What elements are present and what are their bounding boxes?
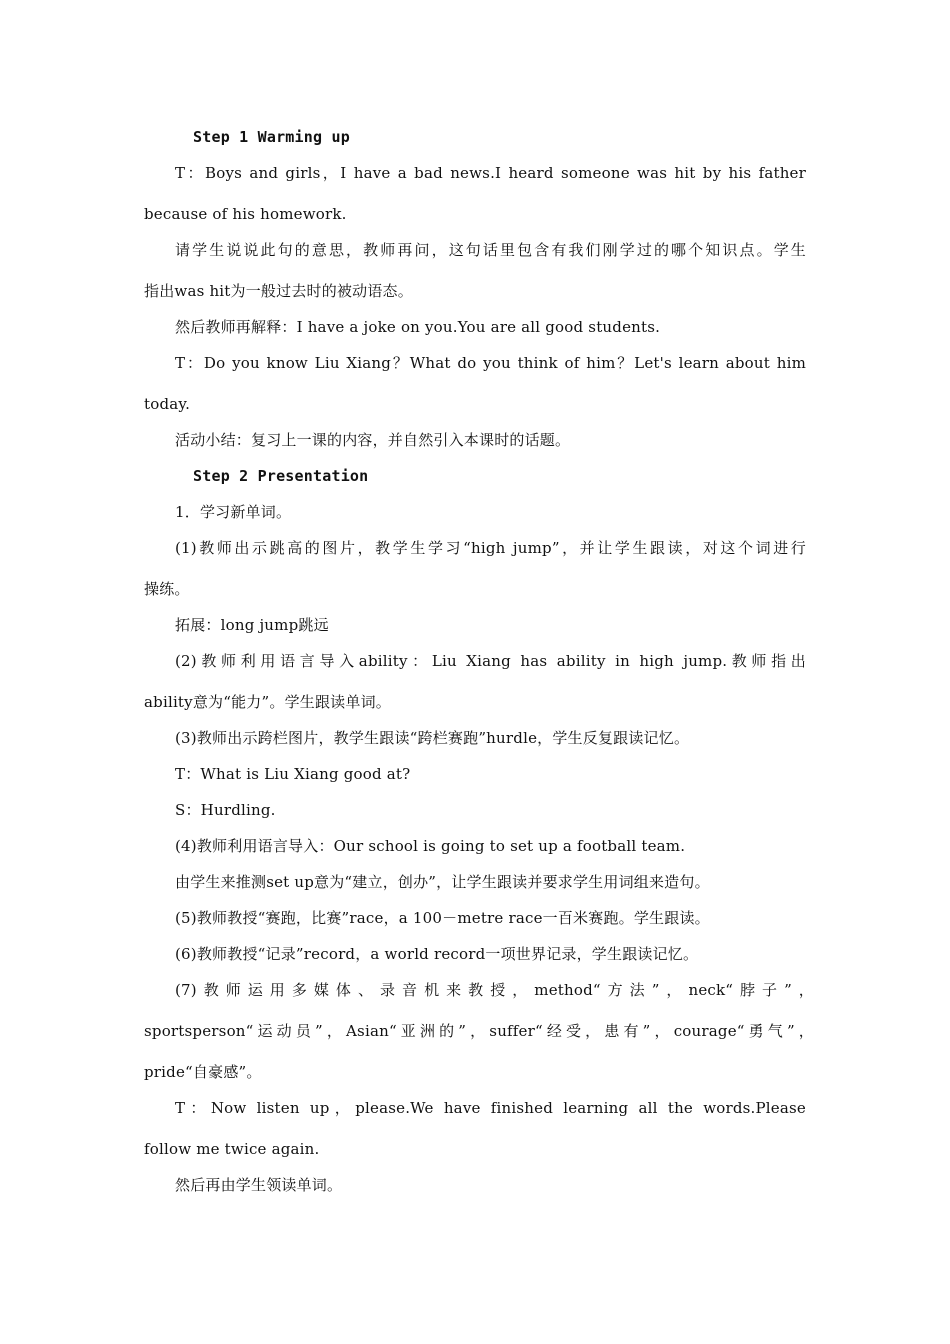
ask-line-2: 指出was hit为一般过去时的被动语态。 [144, 282, 413, 300]
teacher-line-3: T：What is Liu Xiang good at? [175, 765, 411, 783]
teacher-line-2-cont: today. [144, 395, 191, 413]
teacher-line-4-cont: follow me twice again. [144, 1140, 320, 1158]
paragraph-4-follow: 由学生来推测set up意为“建立，创办”，让学生跟读并要求学生用词组来造句。 [175, 873, 710, 891]
step2-heading: Step 2 Presentation [193, 467, 369, 485]
ask-line-1: 请学生说说此句的意思，教师再问，这句话里包含有我们刚学过的哪个知识点。学生 [175, 241, 806, 259]
extend-line: 拓展：long jump跳远 [175, 616, 329, 634]
paragraph-2: (2)教师利用语言导入ability：Liu Xiang has ability in high jump.教师指出 [175, 652, 806, 670]
step1-heading: Step 1 Warming up [193, 128, 350, 146]
paragraph-1-cont: 操练。 [144, 580, 190, 598]
teacher-line-2: T：Do you know Liu Xiang？What do you think of him？Let's learn about him [175, 354, 806, 372]
teacher-line-1-cont: because of his homework. [144, 205, 347, 223]
paragraph-7: (7)教师运用多媒体、录音机来教授，method“方法”，neck“脖子”， [175, 981, 814, 999]
teacher-line-1: T：Boys and girls，I have a bad news.I heard someone was hit by his father [175, 164, 806, 182]
paragraph-1: (1)教师出示跳高的图片，教学生学习“high jump”，并让学生跟读，对这个词进行 [175, 539, 806, 557]
paragraph-6: (6)教师教授“记录”record，a world record一项世界记录，学生跟读记忆。 [175, 945, 699, 963]
paragraph-4: (4)教师利用语言导入：Our school is going to set up a football team. [175, 837, 686, 855]
paragraph-5: (5)教师教授“赛跑，比赛”race，a 100－metre race一百米赛跑。学生跟读。 [175, 909, 710, 927]
paragraph-7-end: pride“自豪感”。 [144, 1063, 262, 1081]
student-line-3: S：Hurdling. [175, 801, 276, 819]
item-1: 1．学习新单词。 [175, 503, 292, 521]
teacher-line-4: T：Now listen up，please.We have finished learning all the words.Please [175, 1099, 806, 1117]
paragraph-7-cont: sportsperson“运动员”，Asian“亚洲的”，suffer“经受，患有”，courage“勇气”， [144, 1022, 814, 1040]
paragraph-3: (3)教师出示跨栏图片，教学生跟读“跨栏赛跑”hurdle，学生反复跟读记忆。 [175, 729, 690, 747]
paragraph-2-cont: ability意为“能力”。学生跟读单词。 [144, 693, 391, 711]
explain-line: 然后教师再解释：I have a joke on you.You are all good students. [175, 318, 661, 336]
summary-line: 活动小结：复习上一课的内容，并自然引入本课时的话题。 [175, 431, 571, 449]
final-line: 然后再由学生领读单词。 [175, 1176, 343, 1194]
